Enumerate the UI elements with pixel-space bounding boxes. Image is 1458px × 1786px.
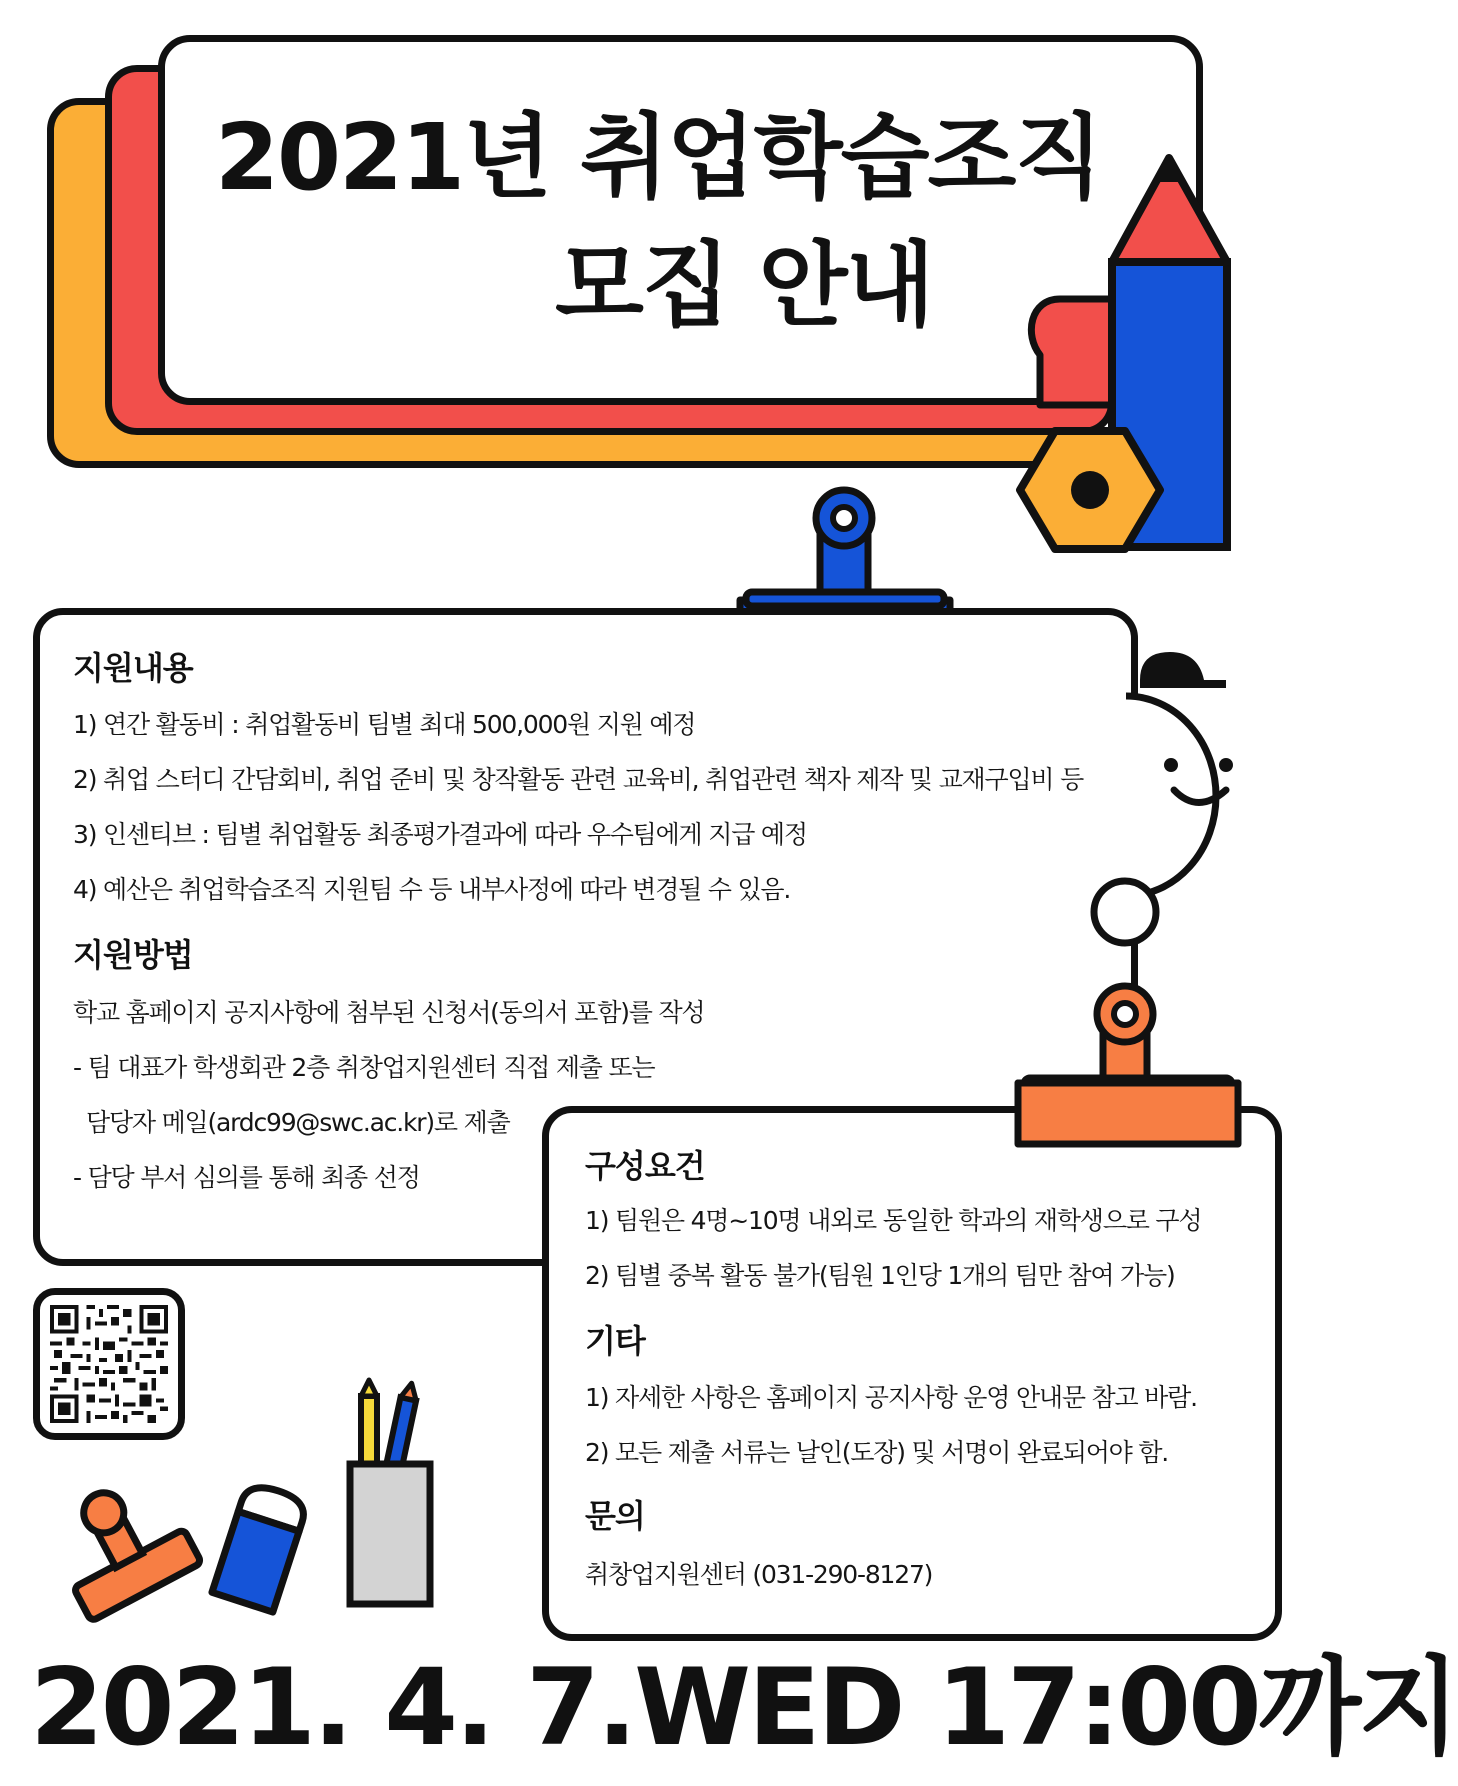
requirements-item-2: 2) 팀별 중복 활동 불가(팀원 1인당 1개의 팀만 참여 가능) bbox=[585, 1261, 1175, 1290]
method-item-2: - 팀 대표가 학생회관 2층 취창업지원센터 직접 제출 또는 bbox=[73, 1053, 655, 1082]
method-heading: 지원방법 bbox=[73, 936, 193, 974]
contact-heading: 문의 bbox=[585, 1497, 645, 1535]
page-title-line1: 2021년 취업학습조직 bbox=[215, 104, 1102, 211]
support-heading: 지원내용 bbox=[73, 649, 193, 687]
method-item-1: 학교 홈페이지 공지사항에 첨부된 신청서(동의서 포함)를 작성 bbox=[73, 998, 705, 1027]
support-item-2: 2) 취업 스터디 간담회비, 취업 준비 및 창작활동 관련 교육비, 취업관련 책자 제작 및 교재구입비 등 bbox=[73, 765, 1084, 794]
method-item-4: - 담당 부서 심의를 통해 최종 선정 bbox=[73, 1163, 420, 1192]
requirements-heading: 구성요건 bbox=[585, 1147, 705, 1185]
ring-icon bbox=[1088, 875, 1162, 949]
support-item-4: 4) 예산은 취업학습조직 지원팀 수 등 내부사정에 따라 변경될 수 있음. bbox=[73, 875, 791, 904]
deadline-text: 2021. 4. 7.WED 17:00까지 bbox=[30, 1646, 1458, 1769]
etc-item-1: 1) 자세한 사항은 홈페이지 공지사항 운영 안내문 참고 바람. bbox=[585, 1383, 1197, 1412]
eraser-icon bbox=[208, 1480, 313, 1615]
support-item-1: 1) 연간 활동비 : 취업활동비 팀별 최대 500,000원 지원 예정 bbox=[73, 710, 696, 739]
nut-icon bbox=[1015, 425, 1165, 555]
page-title-line2: 모집 안내 bbox=[555, 232, 933, 339]
support-item-3: 3) 인센티브 : 팀별 취업활동 최종평가결과에 따라 우수팀에게 지급 예정 bbox=[73, 820, 807, 849]
requirements-item-1: 1) 팀원은 4명~10명 내외로 동일한 학과의 재학생으로 구성 bbox=[585, 1206, 1202, 1235]
qr-code-icon[interactable] bbox=[50, 1305, 168, 1423]
stamp-clip-base bbox=[1010, 1078, 1250, 1158]
stamp-icon bbox=[52, 1470, 207, 1620]
method-item-3: 담당자 메일(ardc99@swc.ac.kr)로 제출 bbox=[86, 1108, 510, 1137]
pencil-cup-icon bbox=[345, 1378, 435, 1610]
contact-item-1: 취창업지원센터 (031-290-8127) bbox=[585, 1560, 933, 1589]
etc-item-2: 2) 모든 제출 서류는 날인(도장) 및 서명이 완료되어야 함. bbox=[585, 1438, 1169, 1467]
etc-heading: 기타 bbox=[585, 1322, 645, 1360]
